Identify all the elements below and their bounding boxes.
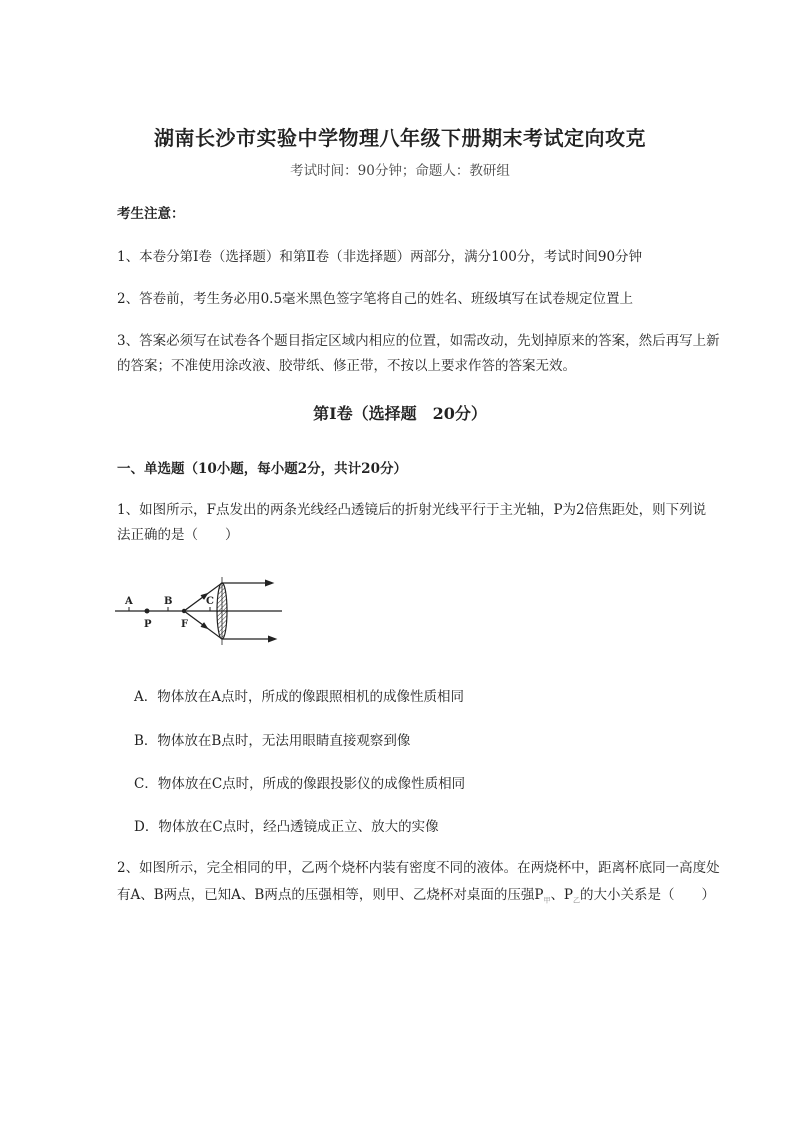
question-2-text-cont bbox=[117, 883, 715, 906]
notice-item-1: 1、本卷分第Ⅰ卷（选择题）和第Ⅱ卷（非选择题）两部分，满分100分，考试时间90分钟 bbox=[117, 249, 643, 265]
notice-heading: 考生注意： bbox=[117, 206, 185, 222]
label-c: C bbox=[206, 596, 214, 607]
subscript-jia: 甲 bbox=[543, 896, 551, 905]
q2-text-mid: 、P bbox=[550, 887, 574, 903]
question-1-text: 1、如图所示，F点发出的两条光线经凸透镜后的折射光线平行于主光轴，P为2倍焦距处，则下列说 bbox=[117, 502, 707, 518]
notice-item-2: 2、答卷前，考生务必用0.5毫米黑色签字笔将自己的姓名、班级填写在试卷规定位置上 bbox=[117, 291, 634, 307]
question-2-text: 2、如图所示，完全相同的甲，乙两个烧杯内装有密度不同的液体。在两烧杯中，距离杯底同一高度处 bbox=[117, 860, 720, 876]
q2-text-a: 有A、B两点，已知A、B两点的压强相等，则甲、乙烧杯对桌面的压强P bbox=[117, 887, 544, 903]
notice-item-3-cont: 的答案；不准使用涂改液、胶带纸、修正带，不按以上要求作答的答案无效。 bbox=[117, 358, 576, 374]
label-f: F bbox=[181, 619, 189, 630]
page-title: 湖南长沙市实验中学物理八年级下册期末考试定向攻克 bbox=[154, 126, 646, 150]
lens-diagram bbox=[110, 575, 290, 665]
question-1-text-cont: 法正确的是（ ） bbox=[117, 527, 239, 543]
label-b: B bbox=[164, 596, 173, 607]
option-d[interactable]: D．物体放在C点时，经凸透镜成正立、放大的实像 bbox=[134, 819, 439, 835]
exam-info: 考试时间：90分钟；命题人：教研组 bbox=[290, 163, 510, 179]
q2-text-b: 的大小关系是（ ） bbox=[580, 887, 716, 903]
option-b[interactable]: B．物体放在B点时，无法用眼睛直接观察到像 bbox=[134, 733, 411, 749]
part-heading: 一、单选题（10小题，每小题2分，共计20分） bbox=[117, 461, 407, 477]
notice-item-3: 3、答案必须写在试卷各个题目指定区域内相应的位置，如需改动，先划掉原来的答案，然后再写上新 bbox=[117, 333, 720, 349]
label-a: A bbox=[125, 596, 133, 607]
option-c[interactable]: C．物体放在C点时，所成的像跟投影仪的成像性质相同 bbox=[134, 776, 466, 792]
label-p: P bbox=[144, 619, 152, 630]
option-a[interactable]: A．物体放在A点时，所成的像跟照相机的成像性质相同 bbox=[134, 689, 464, 705]
section-title: 第Ⅰ卷（选择题 20分） bbox=[313, 404, 487, 423]
subscript-yi: 乙 bbox=[573, 896, 581, 905]
